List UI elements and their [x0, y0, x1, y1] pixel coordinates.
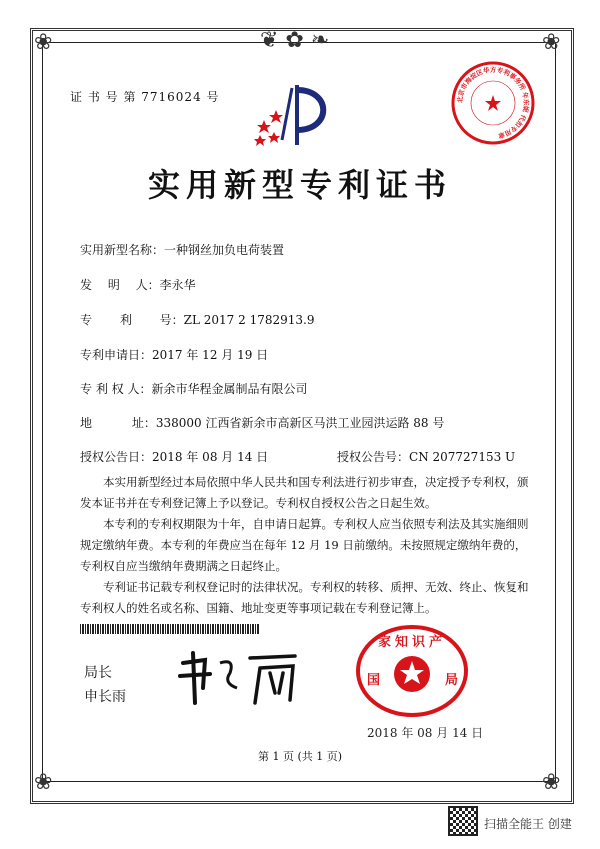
ornament-corner-icon: ❀ [542, 770, 561, 795]
qr-code-icon [448, 806, 478, 836]
field-grant-date [80, 448, 268, 465]
field-value: 338000 江西省新余市高新区马洪工业园洪运路 88 号 [155, 416, 445, 430]
field-value: 2018 年 08 月 14 日 [152, 450, 269, 464]
certificate-number: 证 书 号 第 7716024 号 [70, 90, 220, 104]
field-value: CN 207727153 U [409, 450, 516, 464]
field-address [80, 414, 444, 431]
certificate-body [80, 472, 530, 619]
barcode [80, 624, 260, 634]
field-inventor [80, 276, 196, 293]
handwritten-signature [175, 648, 305, 708]
field-label: 专 利 号： [80, 313, 184, 327]
field-value: 一种钢丝加负电荷装置 [164, 243, 285, 257]
field-label: 授权公告日： [80, 450, 153, 464]
field-label: 授权公告号： [337, 450, 410, 464]
paragraph: 专利证书记载专利权登记时的法律状况。专利权的转移、质押、无效、终止、恢复和专利权人的姓名或名称、国籍、地址变更等事项记载在专利登记簿上。 [80, 580, 529, 615]
field-grant-number [337, 448, 515, 465]
document-title: 实用新型专利证书 [147, 166, 452, 204]
ornament-corner-icon: ❀ [542, 30, 561, 55]
paragraph: 本专利的专利权期限为十年，自申请日起算。专利权人应当依照专利法及其实施细则规定缴纳年费。本专利的年费应当在每年 12 月 19 日前缴纳。未按照规定缴纳年费的，专利权自应当缴纳年费期满之日起终止。 [80, 517, 529, 573]
ornament-corner-icon: ❀ [34, 30, 53, 55]
field-utility-model-name [80, 241, 284, 258]
signatory-title: 局长 [84, 665, 112, 681]
field-patent-number [80, 311, 314, 328]
seal-date: 2018 年 08 月 14 日 [367, 726, 484, 740]
field-patentee [80, 380, 307, 397]
field-value: 李永华 [159, 278, 196, 292]
paragraph: 本实用新型经过本局依照中华人民共和国专利法进行初步审查，决定授予专利权，颁发本证书并在专利登记簿上予以登记。专利权自授权公告之日起生效。 [80, 475, 529, 510]
agency-seal-icon [448, 58, 538, 148]
field-label: 专 利 权 人： [80, 382, 152, 396]
svg-text:家知识产: 家知识产 [377, 635, 447, 650]
top-seal-ring-text: 北京市海淀区华方专利事务所 年东妮 代扣专用章 [455, 65, 531, 140]
seal-star-icon [485, 95, 501, 111]
field-value: 2017 年 12 月 19 日 [152, 348, 269, 362]
field-application-date [80, 346, 268, 363]
field-label: 实用新型名称： [80, 243, 165, 257]
ornament-top-icon: ❦ ✿ ❧ [260, 28, 330, 53]
page-number: 第 1 页 (共 1 页) [257, 750, 343, 763]
field-value: ZL 2017 2 1782913.9 [183, 313, 315, 327]
field-label: 地 址： [80, 416, 156, 430]
field-value: 新余市华程金属制品有限公司 [151, 382, 308, 396]
svg-text:国: 国 [367, 673, 381, 688]
field-label: 专利申请日： [80, 348, 153, 362]
svg-text:局: 局 [445, 673, 459, 688]
cnipa-logo-icon [252, 80, 342, 150]
ornament-corner-icon: ❀ [34, 770, 53, 795]
signatory-name: 申长雨 [84, 689, 126, 705]
official-seal-icon [355, 624, 470, 719]
field-label: 发 明 人： [80, 278, 160, 292]
scanner-watermark: 扫描全能王 创建 [484, 817, 572, 831]
